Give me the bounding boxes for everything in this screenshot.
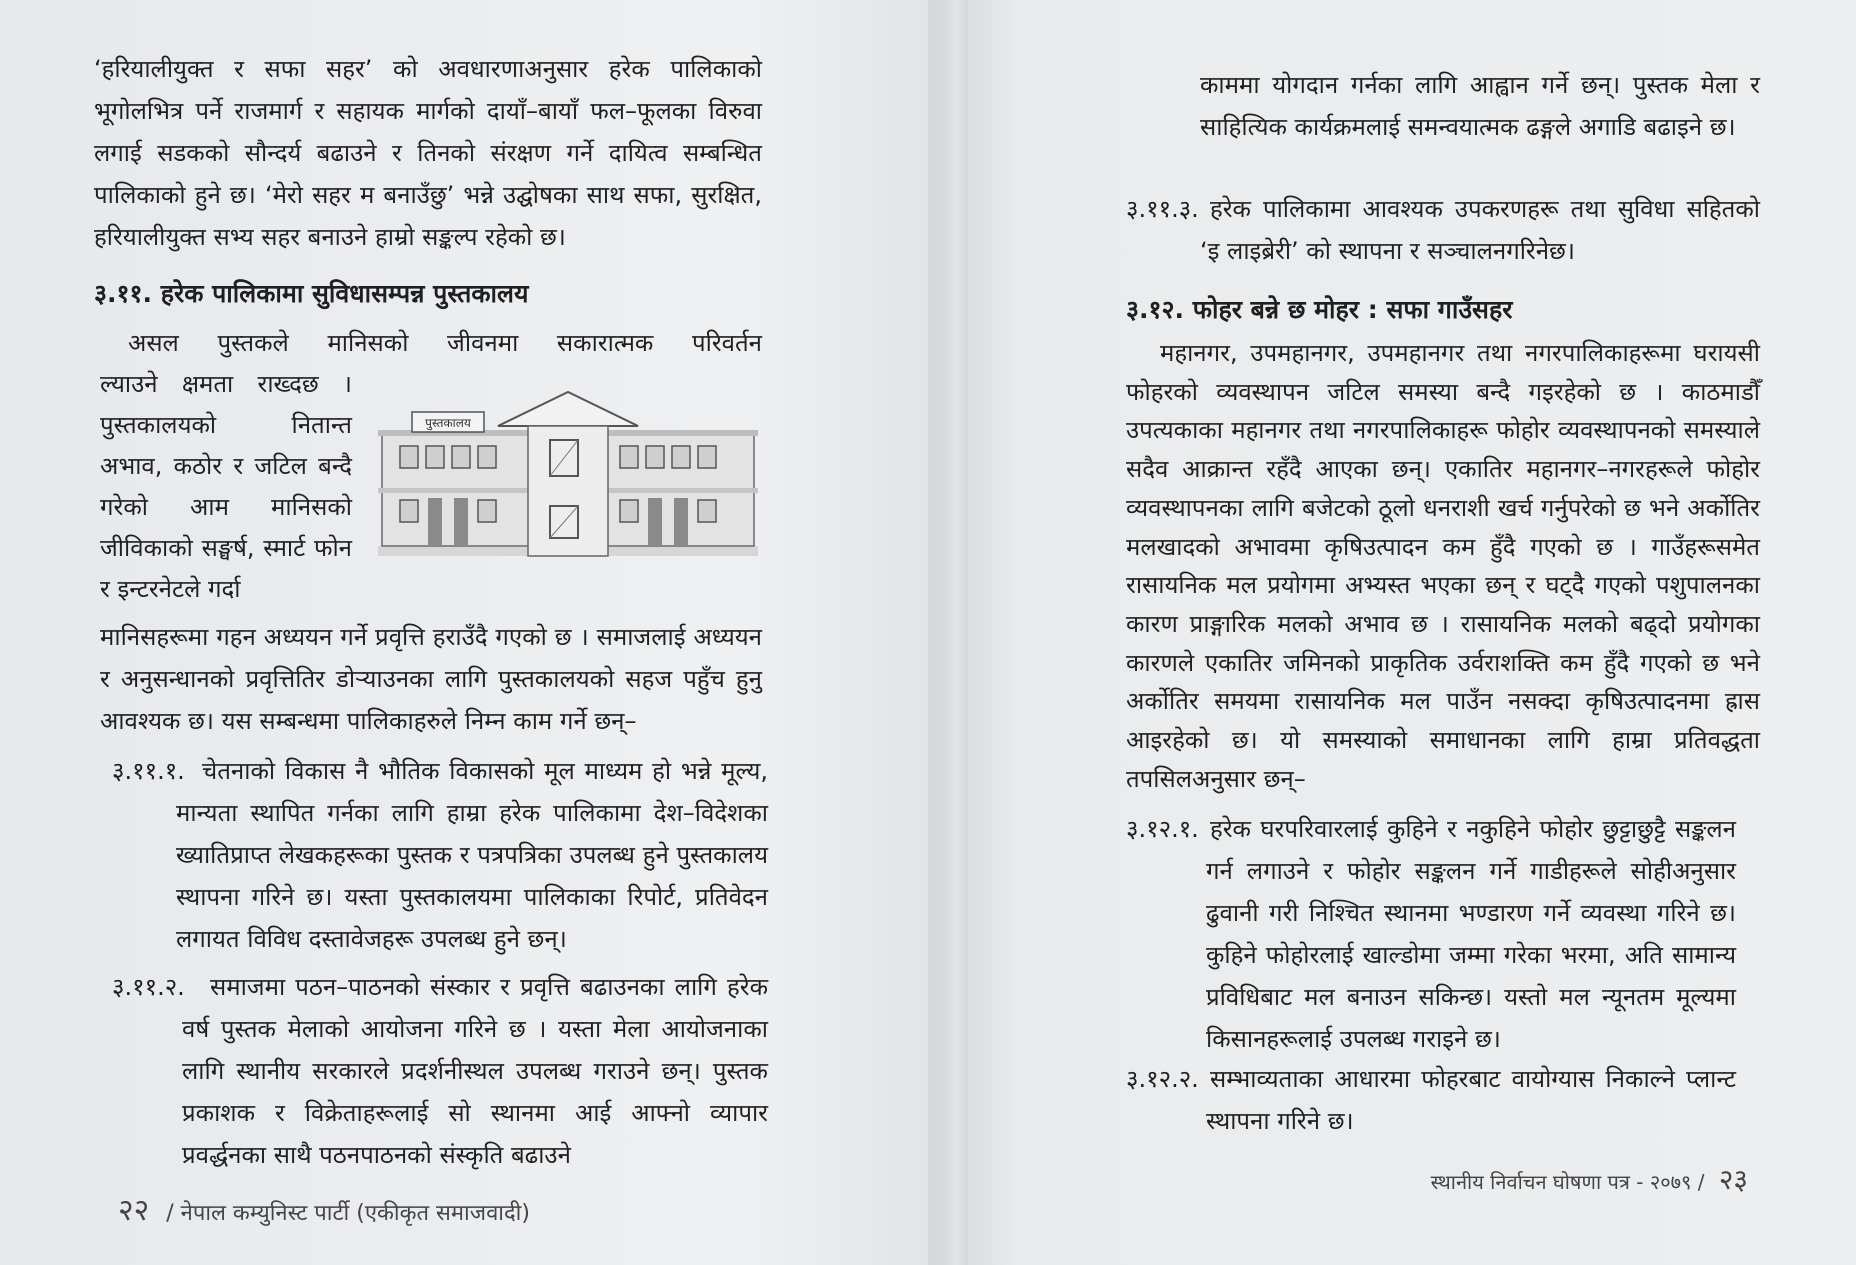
library-building-illustration bbox=[378, 388, 758, 568]
page-number: २२ bbox=[118, 1193, 150, 1228]
list-item-3-12-1 bbox=[1126, 808, 1736, 1060]
paragraph-3-12: महानगर, उपमहानगर, उपमहानगर तथा नगरपालिकाहरूमा घरायसी फोहरको व्यवस्थापन जटिल समस्या बन्दै गइरहेको छ । काठमाडौँ उपत्यकाका महानगर तथा नगरपालिकाहरू फोहोर व्यवस्थापनको समस्याले सदैव आक्रान्त रहँदै आएका छन्। एकातिर महानगर–नगरहरूले फोहोर व्यवस्थापनका लागि बजेटको ठूलो धनराशी खर्च गर्नुपरेको छ भने अर्कोतिर मलखादको अभावमा कृषिउत्पादन कम हुँदै गएको छ । गाउँहरूसमेत रासायनिक मल प्रयोगमा अभ्यस्त भएका छन् र घट्दै गएको पशुपालनका कारण प्राङ्गारिक मलको अभाव छ । रासायनिक मलको बढ्दो प्रयोगका कारणले एकातिर जमिनको प्राकृतिक उर्वराशक्ति कम हुँदै गएको छ भने अर्कोतिर समयमा रासायनिक मल पाउँन नसक्दा कृषिउत्पादनमा ह्रास आइरहेको छ। यो समस्याको समाधानका लागि हाम्रा प्रतिवद्धता तपसिलअनुसार छन्– bbox=[1126, 339, 1760, 793]
book-gutter bbox=[928, 0, 968, 1265]
right-footer bbox=[1431, 1160, 1748, 1198]
list-item-3-11-3 bbox=[1126, 188, 1760, 272]
list-item-3-12-2 bbox=[1126, 1058, 1736, 1142]
intro-paragraph: ‘हरियालीयुक्त र सफा सहर’ को अवधारणाअनुसार हरेक पालिकाको भूगोलभित्र पर्ने राजमार्ग र सहायक मार्गको दायाँ–बायाँ फल–फूलका विरुवा लगाई सडकको सौन्दर्य बढाउने र तिनको संरक्षण गर्ने दायित्व सम्बन्धित पालिकाको हुने छ। ‘मेरो सहर म बनाउँछु’ भन्ने उद्घोषका साथ सफा, सुरक्षित, हरियालीयुक्त सभ्य सहर बनाउने हाम्रो सङ्कल्प रहेको छ। bbox=[94, 55, 762, 251]
list-item-3-11-2 bbox=[112, 966, 768, 1176]
footer-title: स्थानीय निर्वाचन घोषणा पत्र - २०७९ / bbox=[1430, 1170, 1705, 1194]
list-item-number: ३.१२.१. bbox=[1126, 815, 1199, 843]
left-footer bbox=[118, 1188, 530, 1229]
section-heading-3-12: ३.१२. फोहर बन्ने छ मोहर : सफा गाउँसहर bbox=[1126, 295, 1513, 324]
list-item-number: ३.११.२. bbox=[112, 973, 185, 1001]
list-item-text: सम्भाव्यताका आधारमा फोहरबाट वायोग्यास निकाल्ने प्लान्ट स्थापना गरिने छ। bbox=[1206, 1065, 1736, 1135]
section-heading-3-11: ३.११. हरेक पालिकामा सुविधासम्पन्न पुस्तकालय bbox=[94, 279, 529, 308]
library-sign-text: पुस्तकालय bbox=[425, 416, 471, 430]
paragraph-wrapped: ल्याउने क्षमता राख्दछ । पुस्तकालयको नितान्त अभाव, कठोर र जटिल बन्दै गरेको आम मानिसको जीविकाको सङ्घर्ष, स्मार्ट फोन र इन्टरनेटले गर्दा bbox=[100, 370, 352, 603]
list-item-3-11-1 bbox=[112, 750, 768, 960]
list-item-text: हरेक पालिकामा आवश्यक उपकरणहरू तथा सुविधा सहितको ‘इ लाइब्रेरी’ को स्थापना र सञ्चालनगरिनेछ। bbox=[1200, 195, 1760, 265]
paragraph-line-1: असल पुस्तकले मानिसको जीवनमा सकारात्मक परिवर्तन bbox=[128, 329, 762, 357]
right-page bbox=[968, 0, 1856, 1265]
continued-text: काममा योगदान गर्नका लागि आह्वान गर्ने छन्। पुस्तक मेला र साहित्यिक कार्यक्रमलाई समन्वयात्मक ढङ्गले अगाडि बढाइने छ। bbox=[1200, 71, 1760, 141]
list-item-number: ३.१२.२. bbox=[1126, 1065, 1199, 1093]
list-item-text: हरेक घरपरिवारलाई कुहिने र नकुहिने फोहोर छुट्टाछुट्टै सङ्कलन गर्न लगाउने र फोहोर सङ्कलन गर्ने गाडीहरूले सोहीअनुसार ढुवानी गरी निश्चित स्थानमा भण्डारण गर्ने व्यवस्था गरिने छ। कुहिने फोहोरलाई खाल्डोमा जम्मा गरेका भरमा, अति सामान्य प्रविधिबाट मल बनाउन सकिन्छ। यस्तो मल न्यूनतम मूल्यमा किसानहरूलाई उपलब्ध गराइने छ। bbox=[1206, 815, 1736, 1053]
page-number: २३ bbox=[1718, 1163, 1748, 1196]
list-item-number: ३.११.१. bbox=[112, 757, 185, 785]
list-item-text: चेतनाको विकास नै भौतिक विकासको मूल माध्यम हो भन्ने मूल्य, मान्यता स्थापित गर्नका लागि हाम्रा हरेक पालिकामा देश–विदेशका ख्यातिप्राप्त लेखकहरूका पुस्तक र पत्रपत्रिका उपलब्ध हुने पुस्तकालय स्थापना गरिने छ। यस्ता पुस्तकालयमा पालिकाका रिपोर्ट, प्रतिवेदन लगायत विविध दस्तावेजहरू उपलब्ध हुने छन्। bbox=[176, 757, 768, 953]
list-item-number: ३.११.३. bbox=[1126, 195, 1199, 223]
paragraph-rest: मानिसहरूमा गहन अध्ययन गर्ने प्रवृत्ति हराउँदै गएको छ । समाजलाई अध्ययन र अनुसन्धानको प्रवृत्तितिर डोऱ्याउनका लागि पुस्तकालयको सहज पहुँच हुनु आवश्यक छ। यस सम्बन्धमा पालिकाहरुले निम्न काम गर्ने छन्– bbox=[100, 623, 762, 735]
footer-publisher: / नेपाल कम्युनिस्ट पार्टी (एकीकृत समाजवादी) bbox=[166, 1201, 530, 1226]
list-item-text: समाजमा पठन–पाठनको संस्कार र प्रवृत्ति बढाउनका लागि हरेक वर्ष पुस्तक मेलाको आयोजना गरिने छ । यस्ता मेला आयोजनाका लागि स्थानीय सरकारले प्रदर्शनीस्थल उपलब्ध गराउने छन्। पुस्तक प्रकाशक र विक्रेताहरूलाई सो स्थानमा आई आफ्नो व्यापार प्रवर्द्धनका साथै पठनपाठनको संस्कृति बढाउने bbox=[182, 973, 768, 1169]
